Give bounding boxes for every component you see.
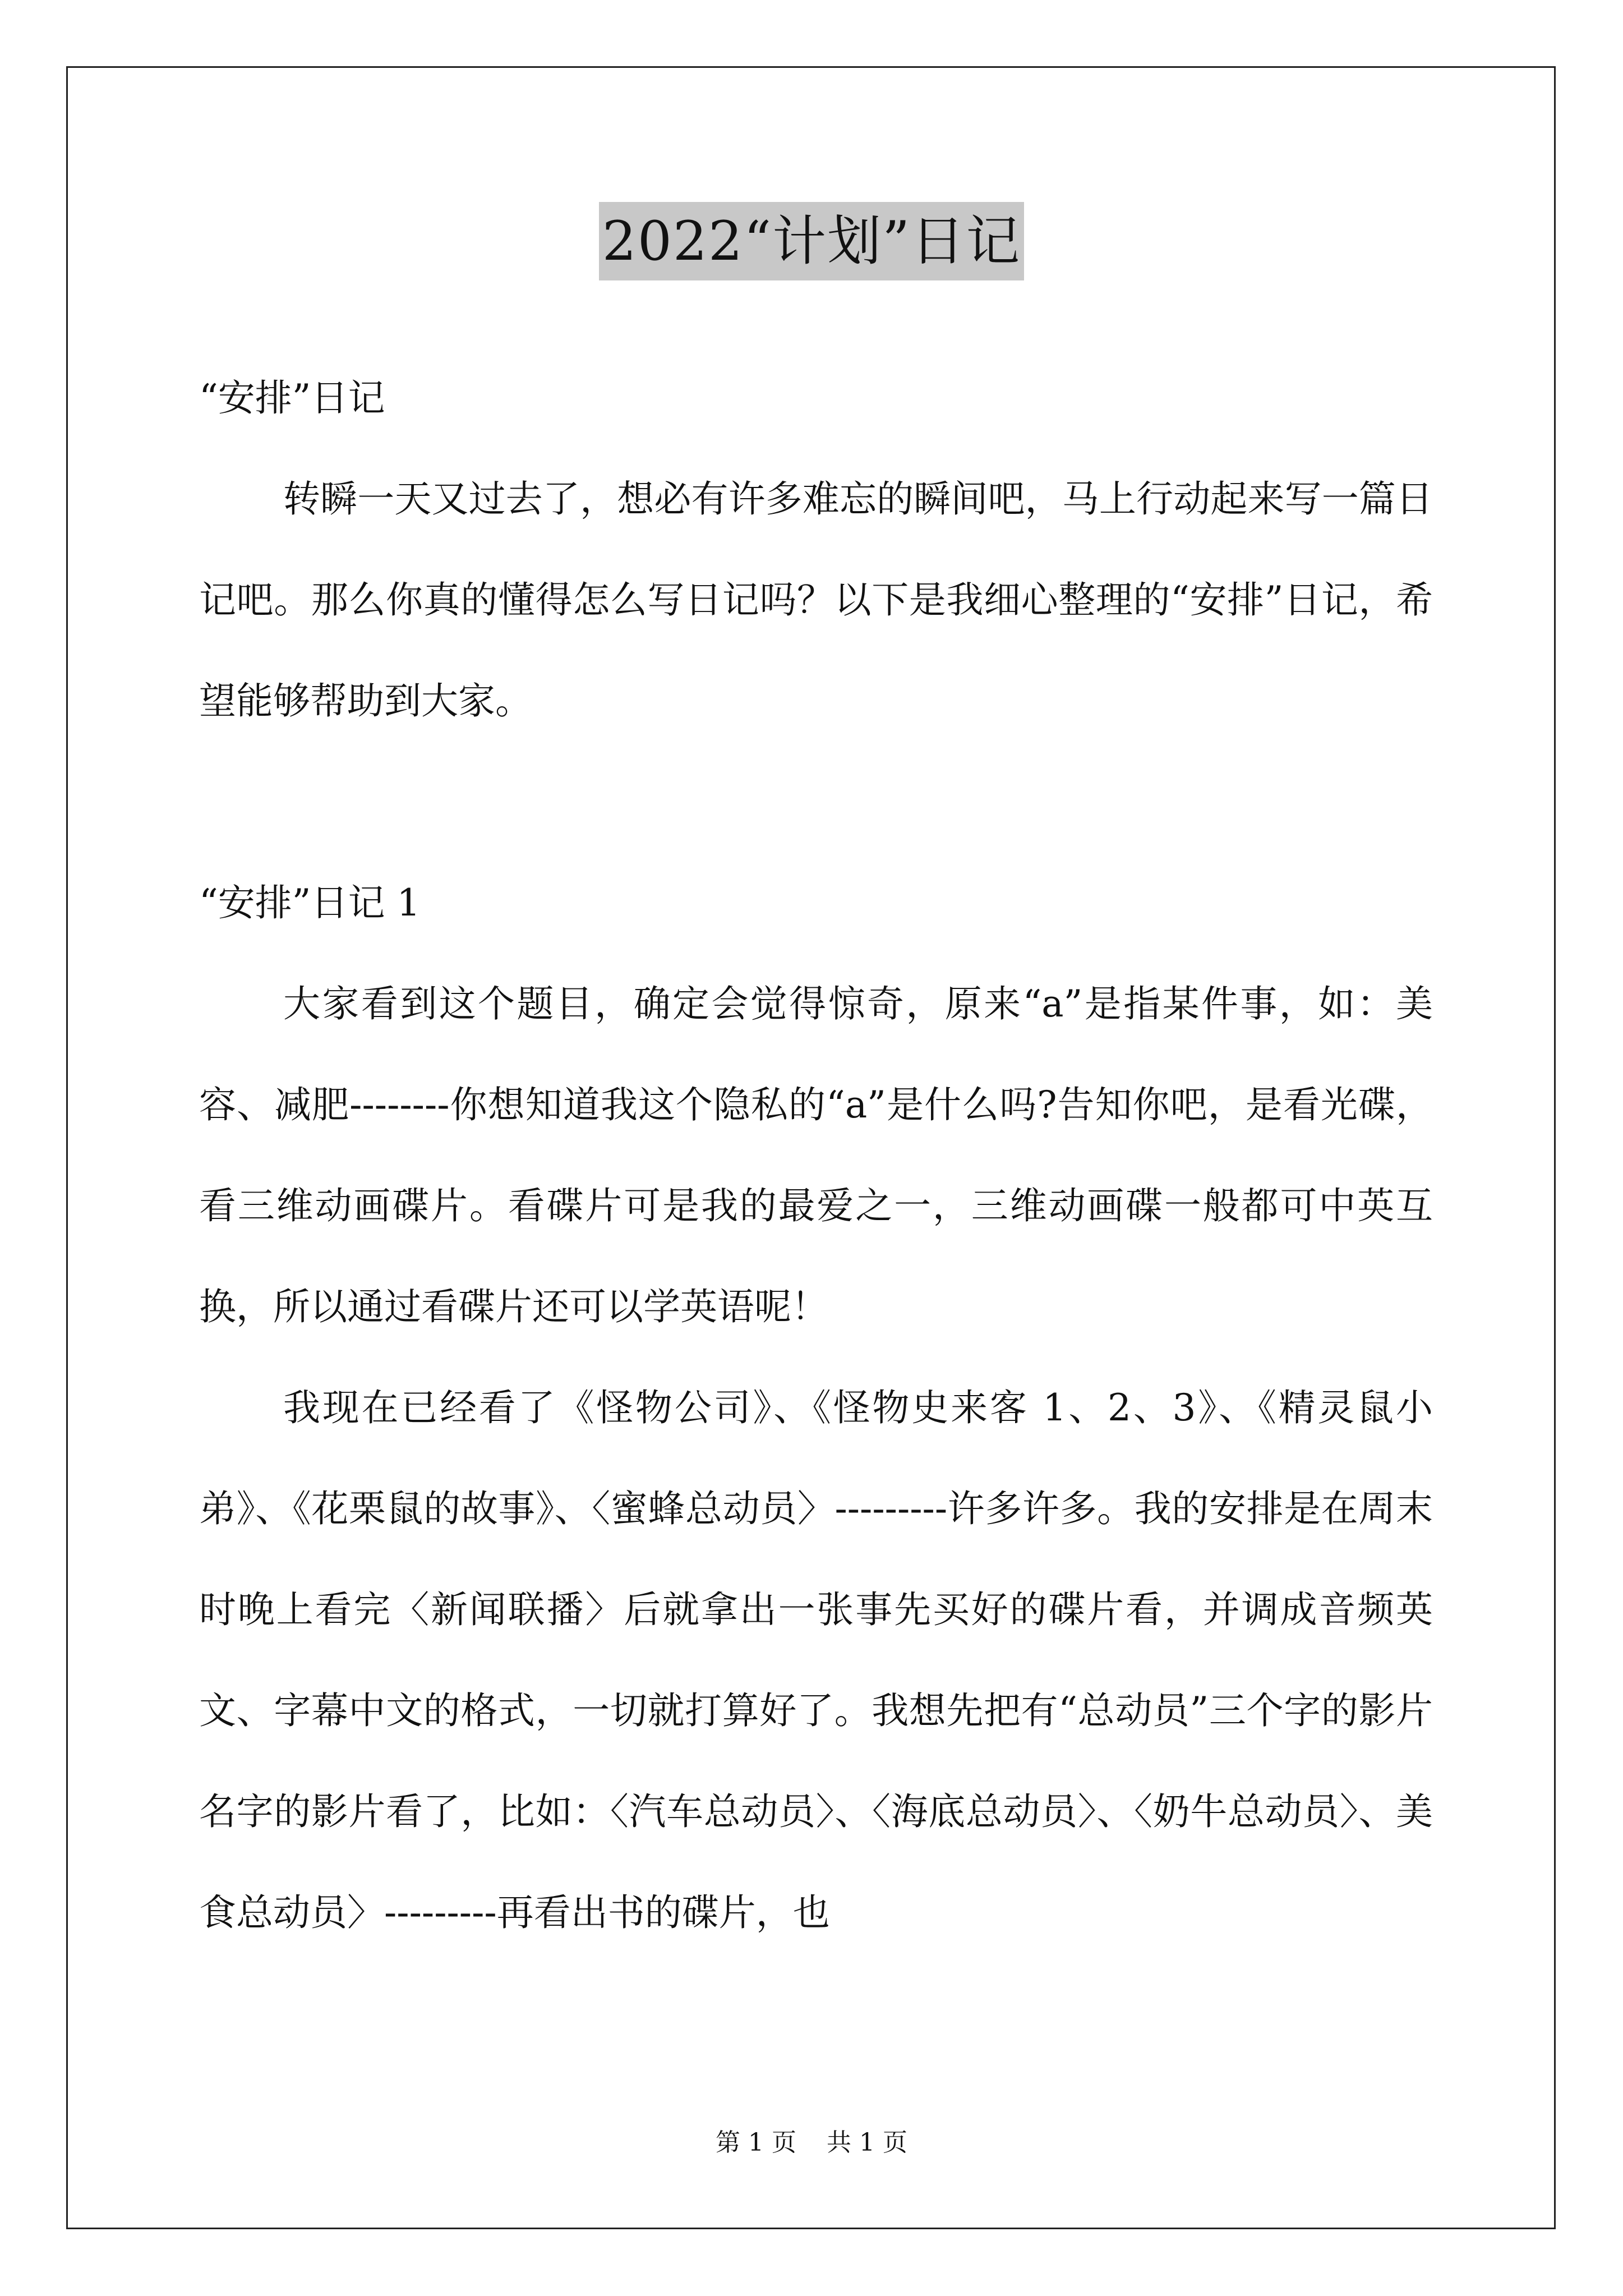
section1-paragraph-1: 大家看到这个题目，确定会觉得惊奇，原来“a”是指某件事，如：美容、减肥--------你想知道我这个隐私的“a”是什么吗?告知你吧，是看光碟，看三维动画碟片。看碟片可是我的最爱之一，三维动画碟一般都可中英互换，所以通过看碟片还可以学英语呢！ (199, 982, 1433, 1328)
section-spacer (199, 752, 1433, 853)
page-number-total: 共 1 页 (827, 2128, 907, 2157)
section1-heading: “安排”日记 1 (199, 881, 421, 924)
page-number-current: 第 1 页 (716, 2128, 796, 2157)
page-footer (0, 2126, 1623, 2160)
document-title: 2022“计划”日记 (599, 202, 1024, 280)
title-container (0, 202, 1623, 280)
intro-paragraph: 转瞬一天又过去了，想必有许多难忘的瞬间吧，马上行动起来写一篇日记吧。那么你真的懂得怎么写日记吗？以下是我细心整理的“安排”日记，希望能够帮助到大家。 (199, 477, 1433, 723)
document-body (199, 348, 1433, 1963)
intro-heading: “安排”日记 (199, 376, 385, 420)
section1-paragraph-2: 我现在已经看了《怪物公司》、《怪物史来客 1、2、3》、《精灵鼠小弟》、《花栗鼠的故事》、〈蜜蜂总动员〉---------许多许多。我的安排是在周末时晚上看完〈新闻联播〉后就拿出一张事先买好的碟片看，并调成音频英文、字幕中文的格式，一切就打算好了。我想先把有“总动员”三个字的影片名字的影片看了，比如：〈汽车总动员〉、〈海底总动员〉、〈奶牛总动员〉、美食总动员〉---------再看出书的碟片，也 (199, 1386, 1433, 1934)
